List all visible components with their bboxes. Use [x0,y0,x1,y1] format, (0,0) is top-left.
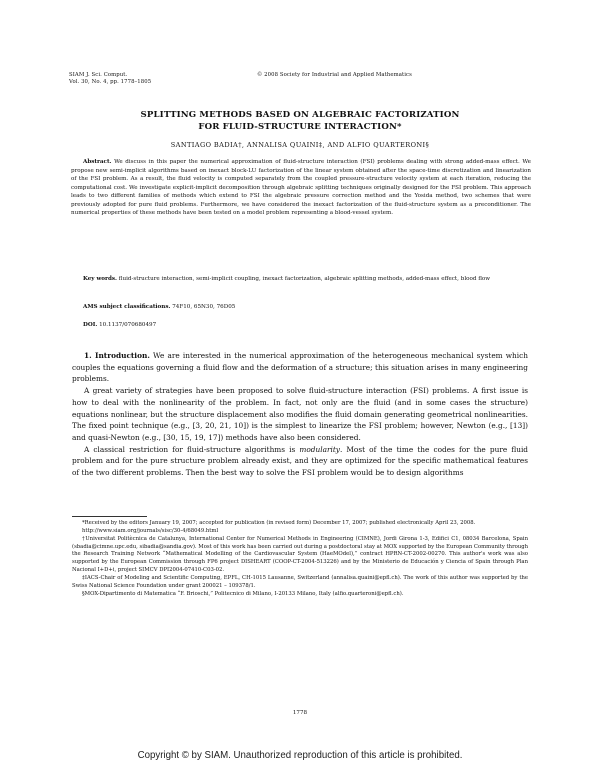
abstract-label: Abstract. [83,159,112,165]
footnote-received [72,520,528,535]
footnote-author-3: §MOX-Dipartimento di Matematica “F. Brioschi,” Politecnico di Milano, I-20133 Milano, Italy (alfio.quarteroni@epfl.ch). [82,591,404,598]
title-line-1: SPLITTING METHODS BASED ON ALGEBRAIC FACTORIZATION [140,110,460,120]
intro-p1-text: We are interested in the numerical approximation of the heterogeneous mechanical system which couples the equations governing a fluid flow and the deformation of a structure; this situation arises in many engineering problems. [72,351,528,384]
intro-p3-text-b: . Most of the time the codes for the pure fluid problem and for the pure structure problem already exist, and they are optimized for the specific mathematical features of the two different problems. Then the best way to solve the FSI problem would be to design algorithms [72,444,528,478]
publisher-copyright: © 2008 Society for Industrial and Applied Mathematics [257,72,412,78]
intro-paragraph-3 [72,444,528,479]
doi-label: DOI. [83,322,98,328]
doi [71,321,531,330]
footnote-author-2: ‡IACS-Chair of Modeling and Scientific Computing, EPFL, CH-1015 Lausanne, Switzerland (annalisa.quaini@epfl.ch). The work of this author was supported by the Swiss National Science Foundation under grant 200021 – 109378/1. [72,575,528,589]
paper-title [60,110,540,133]
intro-paragraph-1 [72,350,528,385]
keywords-text: fluid-structure interaction, semi-implicit coupling, inexact factorization, algebraic splitting methods, added-mass effect, blood flow [118,276,491,282]
journal-volume: Vol. 30, No. 4, pp. 1778–1805 [69,79,152,85]
intro-p3-text-a: A classical restriction for fluid-structure algorithms is [84,444,300,454]
title-line-2: FOR FLUID-STRUCTURE INTERACTION* [198,121,402,132]
footnote-author-1: †Universitat Politècnica de Catalunya, International Center for Numerical Methods in Engineering (CIMNE), Jordi Girona 1-3, Edifici C1, 08034 Barcelona, Spain (sbadia@cimne.upc.edu, sibadia@sandia.gov). Most of this work has been carried out during a postdoctoral stay at MOX supported by the European Community through the Research Training Network “Mathematical Modelling of the Cardiovascular System (HaeMOdel),” contract HPRN-CT-2002-00270. This author's work was also supported by the European Commission through FP6 project DISHEART (COOP-CT-2004-513226) and by the Ministerio de Educación y Ciencia of Spain through Plan Nacional I+D+i, project SIMCV DPI2004-07410-C03-02. [72,536,529,573]
intro-paragraph-2: A great variety of strategies have been proposed to solve fluid-structure interaction (FSI) problems. A first issue is how to deal with the nonlinearity of the problem. In fact, not only are the fluid (and in some cases the structure) equations nonlinear, but the structure displacement also modifies the fluid domain generating geometrical nonlinearities. The fixed point technique (e.g., [3, 20, 21, 10]) is the simplest to linearize the FSI problem; however, Newton (e.g., [13]) and quasi-Newton (e.g., [30, 15, 19, 17]) methods have also been considered. [72,386,528,442]
intro-p3-emphasis: modularity [299,444,340,454]
footnotes [72,520,528,600]
keywords [71,275,531,284]
doi-text: 10.1137/070680497 [99,322,157,328]
abstract [71,158,531,218]
footnote-rule [72,516,147,517]
introduction-section [72,350,528,479]
footnote-url[interactable]: http://www.siam.org/journals/sisc/30-4/68049.html [82,527,219,534]
page-number: 1778 [292,710,308,716]
ams-label: AMS subject classifications. [83,304,171,310]
keywords-label: Key words. [83,276,117,282]
abstract-text: We discuss in this paper the numerical approximation of fluid-structure interaction (FSI) problems dealing with strong added-mass effect. We propose new semi-implicit algorithms based on inexact block-LU factorization of the linear system obtained after the space-time discretization and linearization of the FSI problem. As a result, the fluid velocity is computed separately from the coupled pressure-structure velocity system at each iteration, reducing the computational cost. We investigate explicit-implicit decomposition through algebraic splitting techniques originally designed for the FSI problem. This approach leads to two different families of methods which extend to FSI the algebraic pressure correction method and the Yosida method, two schemes that were previously adopted for pure fluid problems. Furthermore, we have considered the inexact factorization of the fluid-structure system as a preconditioner. The numerical properties of these methods have been tested on a model problem representing a blood-vessel system. [71,159,531,216]
ams-text: 74F10, 65N30, 76D05 [172,304,236,310]
journal-header [69,72,151,86]
ams-classifications [71,303,531,312]
section-heading: 1. Introduction. [84,351,150,360]
footer-copyright: Copyright © by SIAM. Unauthorized reproduction of this article is prohibited. [137,750,463,761]
author-list: SANTIAGO BADIA†, ANNALISA QUAINI‡, AND ALFIO QUARTERONI§ [170,141,430,149]
journal-name: SIAM J. Sci. Comput. [69,72,128,78]
footnote-received-text: *Received by the editors January 19, 2007; accepted for publication (in revised form) December 17, 2007; published electronically April 23, 2008. [82,520,476,526]
